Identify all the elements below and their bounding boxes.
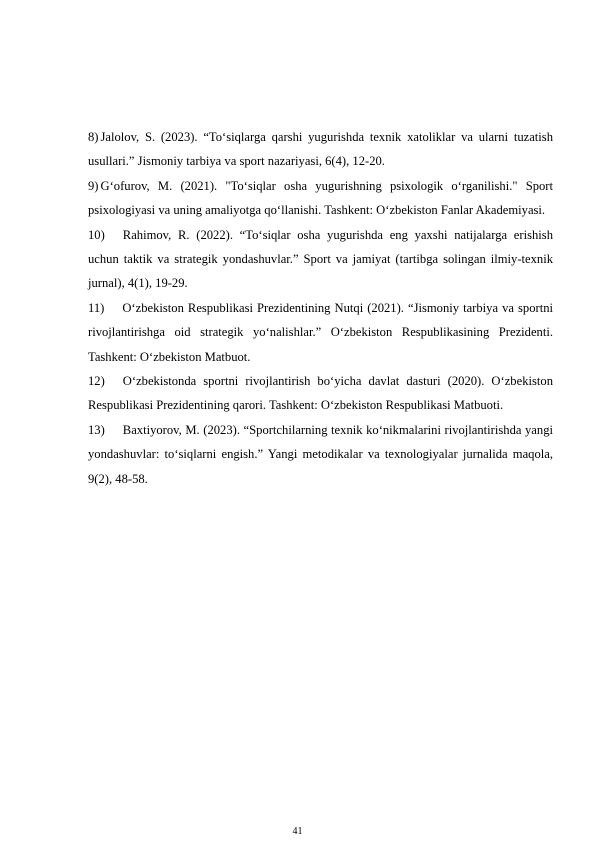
reference-text: G‘ofurov, M. (2021). "To‘siqlar osha yugurishning psixologik o‘rganilishi." Sport psixologiyasi va uning amaliyotga qo‘llanishi. Tashkent: O‘zbekiston Fanlar Akademiyasi. bbox=[88, 178, 553, 218]
reference-text: Rahimov, R. (2022). “To‘siqlar osha yugurishda eng yaxshi natijalarga erishish uchun taktik va strategik yondashuvlar.” Sport va jamiyat (tartibga solingan ilmiy-texnik jurnal), 4(1), 19-29. bbox=[88, 227, 553, 291]
reference-text: O‘zbekiston Respublikasi Prezidentining Nutqi (2021). “Jismoniy tarbiya va sportni rivojlantirishga oid strategik yo‘nalishlar.” O‘zbekiston Respublikasining Prezidenti. Tashkent: O‘zbekiston Matbuot. bbox=[88, 300, 553, 364]
reference-item bbox=[88, 125, 553, 174]
reference-list bbox=[88, 125, 553, 491]
reference-number: 12) bbox=[88, 374, 105, 389]
reference-number: 10) bbox=[88, 227, 105, 242]
page-number: 41 bbox=[292, 826, 303, 837]
reference-number: 11) bbox=[88, 300, 105, 315]
reference-item bbox=[88, 296, 553, 369]
reference-item bbox=[88, 418, 553, 491]
reference-item bbox=[88, 174, 553, 223]
reference-item bbox=[88, 369, 553, 418]
reference-item bbox=[88, 223, 553, 296]
reference-number: 8) bbox=[88, 130, 99, 144]
reference-text: Baxtiyorov, M. (2023). “Sportchilarning texnik ko‘nikmalarini rivojlantirishda yangi yondashuvlar: to‘siqlarni engish.” Yangi metodikalar va texnologiyalar jurnalida maqola, 9(2), 48-58. bbox=[88, 422, 553, 486]
reference-number: 13) bbox=[88, 422, 105, 437]
reference-text: O‘zbekistonda sportni rivojlantirish bo‘yicha davlat dasturi (2020). O‘zbekiston Respublikasi Prezidentining qarori. Tashkent: O‘zbekiston Respublikasi Matbuoti. bbox=[88, 374, 553, 413]
reference-number: 9) bbox=[88, 178, 99, 193]
reference-text: Jalolov, S. (2023). “To‘siqlarga qarshi yugurishda texnik xatoliklar va ularni tuzatish usullari.” Jismoniy tarbiya va sport nazariyasi, 6(4), 12-20. bbox=[88, 130, 553, 169]
